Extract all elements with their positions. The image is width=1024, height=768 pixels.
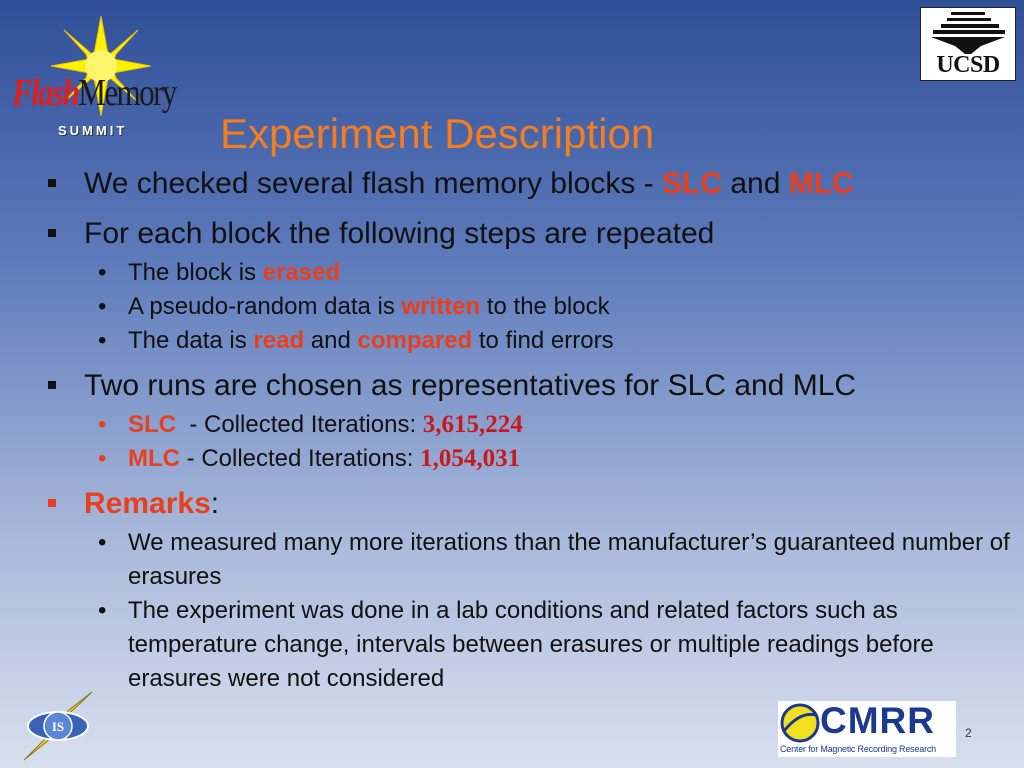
- remark-lab-conditions: [46, 594, 1016, 696]
- slc-label: SLC: [128, 411, 176, 438]
- step-write: [46, 290, 1016, 324]
- mlc-iterations: 1,054,031: [420, 445, 521, 472]
- cmrr-circle-icon: [780, 703, 820, 743]
- bullet-runs: [46, 368, 1016, 404]
- compared-highlight: compared: [357, 327, 473, 354]
- square-bullet-icon: [48, 499, 56, 507]
- run-text: - Collected Iterations:: [176, 411, 423, 438]
- dot-bullet-icon: •: [98, 597, 107, 624]
- remark-text: We measured many more iterations than the manufacturer’s guaranteed number of erasures: [128, 529, 1010, 590]
- remark-text: The experiment was done in a lab conditions and related factors such as temperature change, intervals between erasures or multiple readings before erasures were not considered: [128, 597, 934, 692]
- memory-word: Memory: [78, 72, 176, 114]
- and-text: and: [721, 167, 789, 200]
- page-number: 2: [965, 726, 972, 740]
- step-text-post: to find errors: [472, 327, 614, 354]
- square-bullet-icon: [48, 381, 56, 389]
- slide-content: [46, 166, 1016, 706]
- run-mlc: [46, 442, 1016, 476]
- step-text: The data is: [128, 327, 254, 354]
- step-read-compare: [46, 324, 1016, 358]
- bullet-text: For each block the following steps are repeated: [84, 217, 715, 250]
- run-slc: [46, 408, 1016, 442]
- flash-word: Flash: [12, 72, 79, 114]
- cmrr-subtitle: Center for Magnetic Recording Research: [780, 744, 936, 754]
- slc-iterations: 3,615,224: [422, 411, 523, 438]
- read-highlight: read: [253, 327, 305, 354]
- ucsd-logo: [920, 7, 1016, 81]
- remark-iterations: [46, 526, 1016, 594]
- cmrr-text: CMRR: [820, 700, 935, 741]
- remarks-colon: :: [210, 487, 220, 520]
- erased-highlight: erased: [262, 259, 341, 286]
- flash-memory-summit-logo: [6, 16, 202, 138]
- step-erase: [46, 256, 1016, 290]
- run-text: - Collected Iterations:: [179, 445, 421, 472]
- bullet-text: We checked several flash memory blocks -: [84, 167, 662, 200]
- summit-word: SUMMIT: [58, 123, 128, 138]
- svg-text:IS: IS: [51, 719, 65, 734]
- step-text-mid: and: [304, 327, 358, 354]
- bullet-steps: [46, 216, 1016, 252]
- slc-highlight: SLC: [661, 167, 722, 200]
- cmrr-logo: [778, 701, 956, 757]
- dot-bullet-icon: •: [98, 293, 107, 320]
- written-highlight: written: [401, 293, 481, 320]
- flash-memory-wordmark: [12, 74, 176, 112]
- mlc-highlight: MLC: [788, 167, 854, 200]
- slide-title: Experiment Description: [220, 110, 655, 157]
- dot-bullet-icon: •: [98, 411, 107, 438]
- step-text: A pseudo-random data is: [128, 293, 402, 320]
- ucsd-text: UCSD: [936, 52, 1000, 78]
- remarks-label: Remarks: [84, 487, 211, 520]
- steps-sublist: [46, 256, 1016, 358]
- square-bullet-icon: [48, 229, 56, 237]
- dot-bullet-icon: •: [98, 529, 107, 556]
- mlc-label: MLC: [128, 445, 180, 472]
- ucsd-tower-icon: [921, 10, 1015, 56]
- bullet-text: Two runs are chosen as representatives for SLC and MLC: [84, 369, 857, 402]
- dot-bullet-icon: •: [98, 259, 107, 286]
- step-text: The block is: [128, 259, 263, 286]
- globe-lightning-icon: [18, 690, 98, 762]
- square-bullet-icon: [48, 179, 56, 187]
- remarks-sublist: [46, 526, 1016, 696]
- dot-bullet-icon: •: [98, 445, 107, 472]
- bullet-blocks-checked: [46, 166, 1016, 202]
- runs-sublist: [46, 408, 1016, 476]
- bullet-remarks: [46, 486, 1016, 522]
- step-text-post: to the block: [480, 293, 610, 320]
- dot-bullet-icon: •: [98, 327, 107, 354]
